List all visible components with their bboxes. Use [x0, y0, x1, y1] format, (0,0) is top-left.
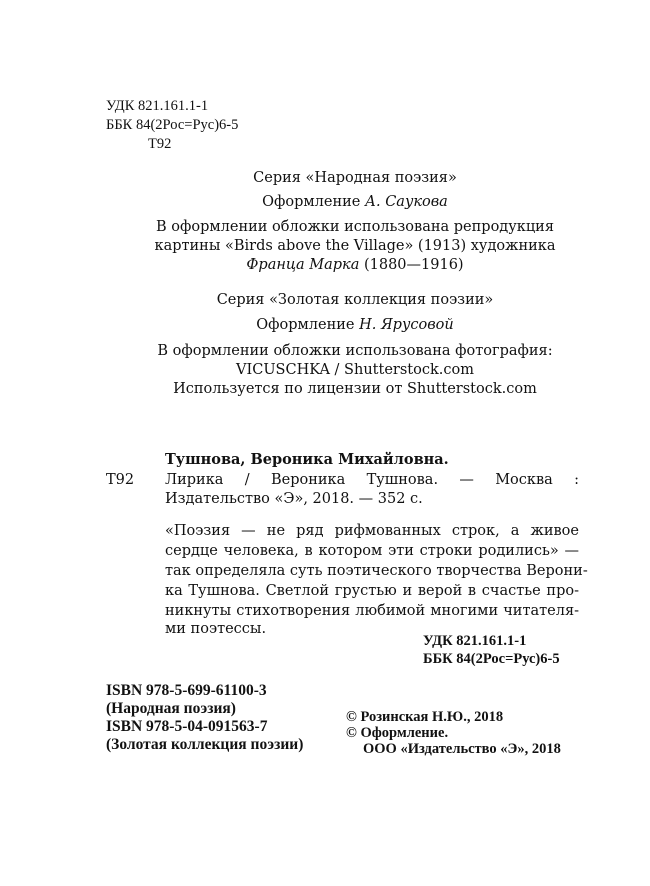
- annotation-line-6: ми поэтессы.: [165, 621, 267, 637]
- isbn-2-series: (Золотая коллекция поэзии): [106, 736, 304, 753]
- bbk-code-bottom: ББК 84(2Рос=Рус)6-5: [423, 651, 560, 667]
- series-1-design-credit: [100, 193, 610, 212]
- isbn-2: ISBN 978-5-04-091563-7: [106, 718, 268, 735]
- artist-years: (1880—1916): [363, 257, 464, 273]
- annotation-line-3: так определяла суть поэтического творчества Верони-: [165, 563, 588, 579]
- artist-name: Франца Марка: [246, 257, 360, 273]
- author-mark: Т92: [148, 136, 172, 152]
- isbn-1: ISBN 978-5-699-61100-3: [106, 682, 267, 699]
- udk-code-bottom: УДК 821.161.1-1: [423, 633, 527, 649]
- designer-name: А. Саукова: [365, 194, 448, 210]
- udk-code: УДК 821.161.1-1: [106, 98, 209, 114]
- isbn-1-series: (Народная поэзия): [106, 700, 236, 717]
- record-publisher-line: Издательство «Э», 2018. — 352 с.: [165, 491, 423, 507]
- annotation-line-4: ка Тушнова. Светлой грустью и верой в счастье про-: [165, 583, 579, 599]
- series-1-artist-line: [100, 256, 610, 275]
- series-1-cover-line-2: картины «Birds above the Village» (1913) художника: [154, 238, 556, 254]
- design-label: Оформление: [262, 194, 361, 210]
- record-author: Тушнова, Вероника Михайловна.: [165, 451, 449, 468]
- design-label: Оформление: [256, 317, 355, 333]
- series-2-cover-line-2: VICUSCHKA / Shutterstock.com: [236, 362, 474, 378]
- series-2-cover-line-3: Используется по лицензии от Shutterstock.com: [173, 381, 537, 397]
- series-1-cover-line-1: В оформлении обложки использована репродукция: [156, 219, 554, 235]
- annotation-line-5: никнуты стихотворения любимой многими читателя-: [165, 603, 579, 619]
- copyright-line-1: © Розинская Н.Ю., 2018: [346, 709, 504, 725]
- series-1-name: Серия «Народная поэзия»: [253, 170, 457, 186]
- series-2-design-credit: [100, 316, 610, 335]
- copyright-line-2: © Оформление.: [346, 725, 449, 741]
- annotation-line-1: «Поэзия — не ряд рифмованных строк, а живое: [165, 523, 579, 539]
- copyright-line-3: ООО «Издательство «Э», 2018: [363, 741, 561, 757]
- annotation-line-2: сердце человека, в котором эти строки родились» —: [165, 543, 579, 559]
- designer-name: Н. Ярусовой: [359, 317, 454, 333]
- record-title-line: Лирика / Вероника Тушнова. — Москва :: [165, 472, 579, 488]
- record-mark: Т92: [106, 472, 135, 488]
- bbk-code: ББК 84(2Рос=Рус)6-5: [106, 117, 239, 133]
- series-2-name: Серия «Золотая коллекция поэзии»: [216, 292, 494, 308]
- series-2-cover-line-1: В оформлении обложки использована фотография:: [157, 343, 553, 359]
